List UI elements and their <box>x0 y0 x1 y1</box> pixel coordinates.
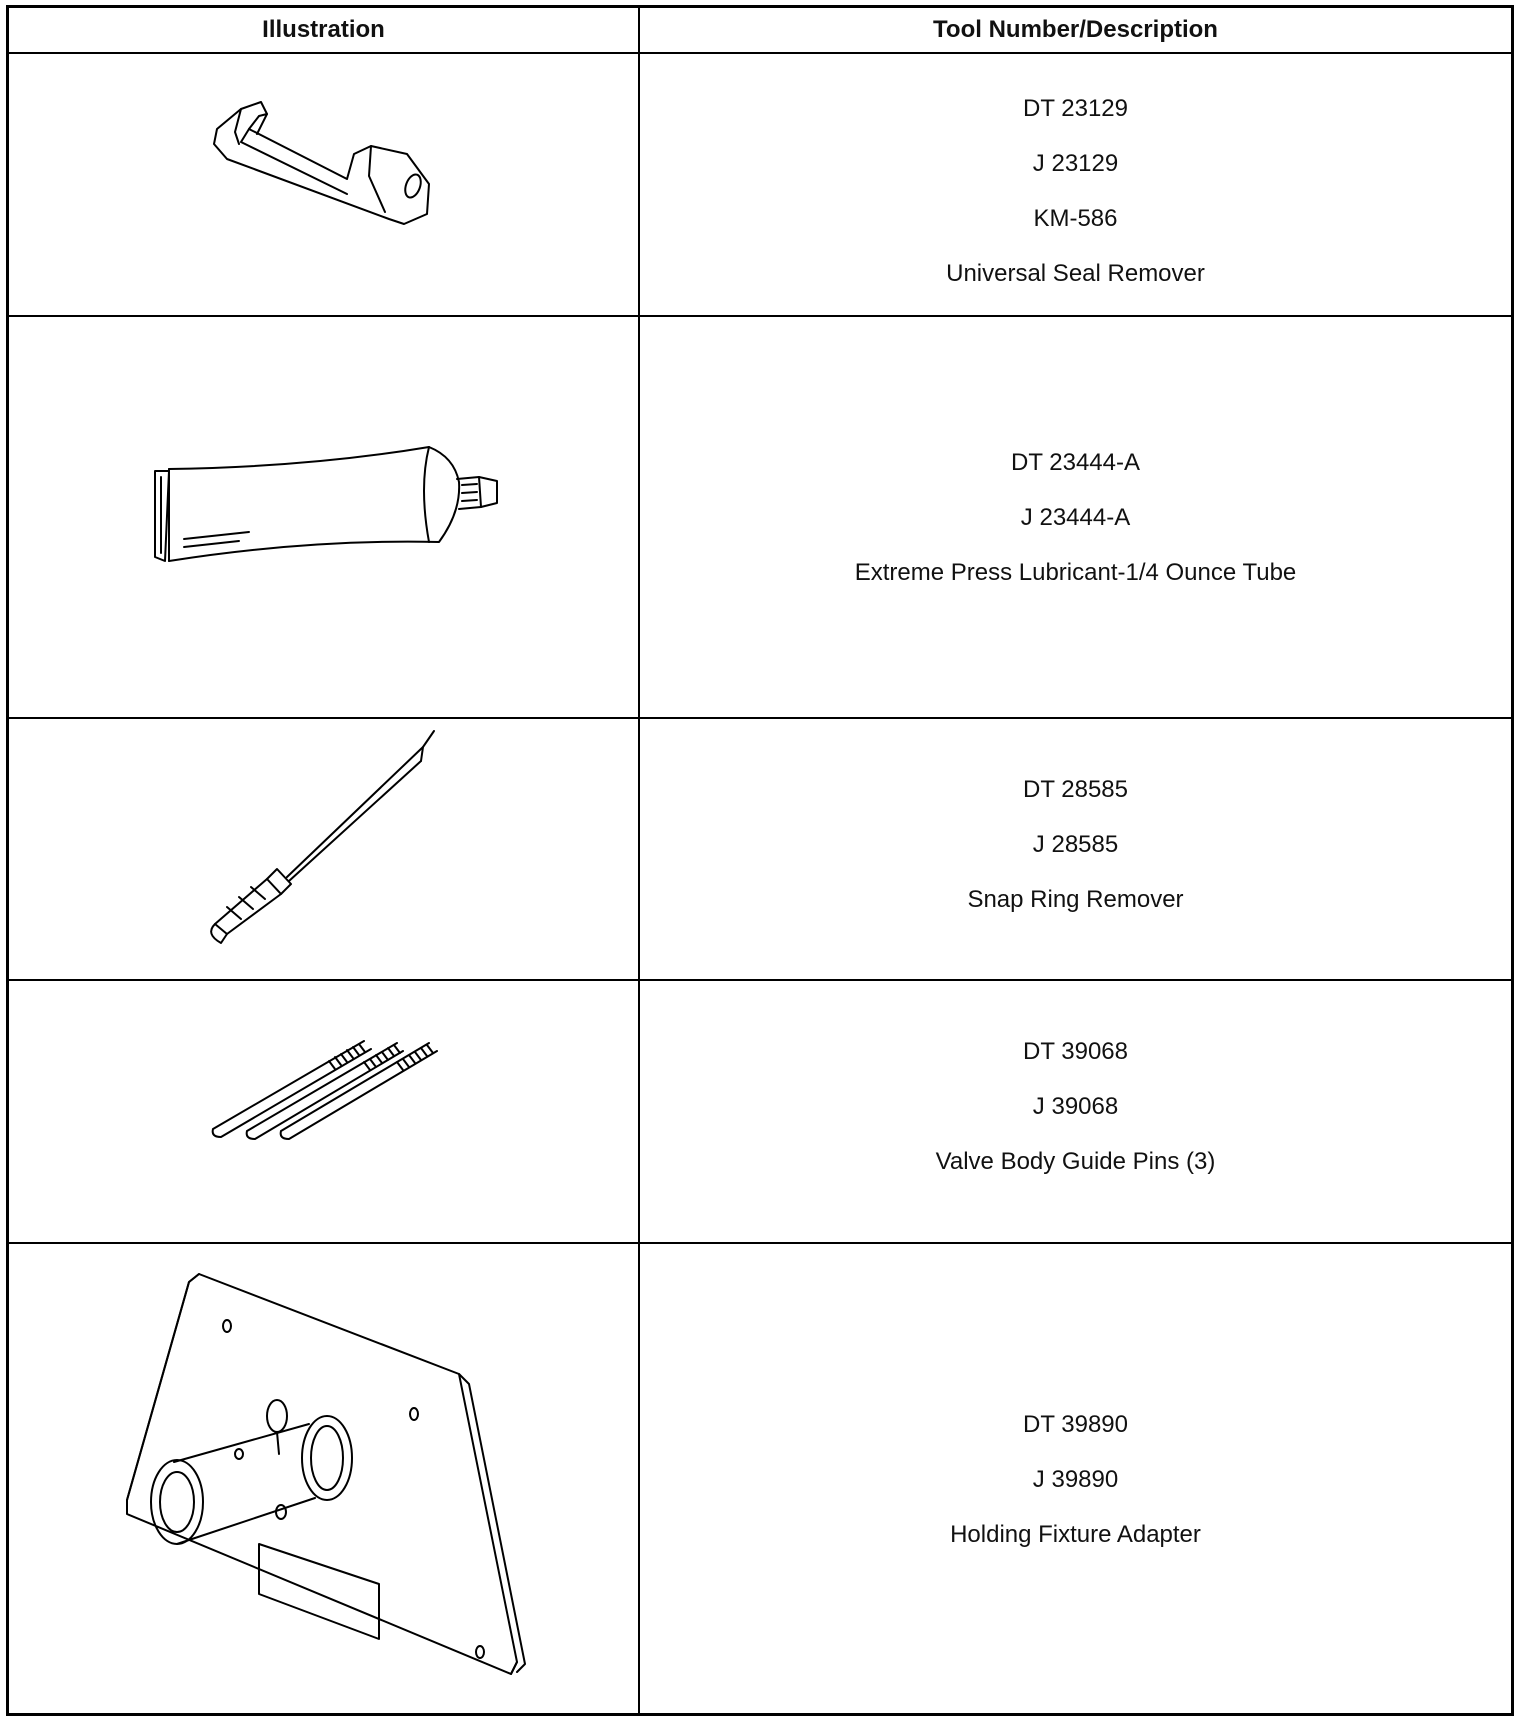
tool-description: Valve Body Guide Pins (3) <box>935 1148 1216 1175</box>
guide-pins-illustration <box>9 981 640 1242</box>
header-illustration: Illustration <box>9 8 640 52</box>
tool-description: Snap Ring Remover <box>967 886 1184 913</box>
lubricant-tube-illustration <box>9 317 640 717</box>
tool-description-cell <box>640 981 1511 1242</box>
tool-description-cell <box>640 719 1511 979</box>
tool-number-dt: DT 23129 <box>1023 95 1128 122</box>
tool-description: Universal Seal Remover <box>946 260 1205 287</box>
tool-number-dt: DT 39890 <box>1023 1411 1128 1438</box>
tool-number-j: J 28585 <box>1032 831 1119 858</box>
table-row <box>9 981 1511 1244</box>
tool-number-dt: DT 23444-A <box>1011 449 1140 476</box>
tool-number-dt: DT 39068 <box>1023 1038 1128 1065</box>
illustration-cell <box>9 317 640 717</box>
table-row <box>9 317 1511 719</box>
tool-number-j: J 23129 <box>1032 150 1119 177</box>
tool-description: Holding Fixture Adapter <box>950 1521 1201 1548</box>
tool-table <box>6 5 1514 1716</box>
tool-description-cell <box>640 1244 1511 1713</box>
tool-number-dt: DT 28585 <box>1023 776 1128 803</box>
table-row <box>9 1244 1511 1713</box>
illustration-cell <box>9 1244 640 1713</box>
universal-seal-remover-illustration <box>9 54 640 315</box>
tool-number-km: KM-586 <box>1033 205 1118 232</box>
illustration-cell <box>9 719 640 979</box>
illustration-cell <box>9 54 640 315</box>
tool-description: Extreme Press Lubricant-1/4 Ounce Tube <box>854 559 1297 586</box>
tool-description-cell <box>640 317 1511 717</box>
tool-description-cell <box>640 54 1511 315</box>
snap-ring-remover-illustration <box>9 719 640 979</box>
table-row <box>9 719 1511 981</box>
tool-number-j: J 23444-A <box>1020 504 1131 531</box>
table-row <box>9 54 1511 317</box>
holding-fixture-adapter-illustration <box>9 1244 640 1711</box>
header-tool-description: Tool Number/Description <box>933 16 1218 43</box>
tool-number-j: J 39890 <box>1032 1466 1119 1493</box>
tool-number-j: J 39068 <box>1032 1093 1119 1120</box>
table-header-row <box>9 8 1511 54</box>
illustration-cell <box>9 981 640 1242</box>
